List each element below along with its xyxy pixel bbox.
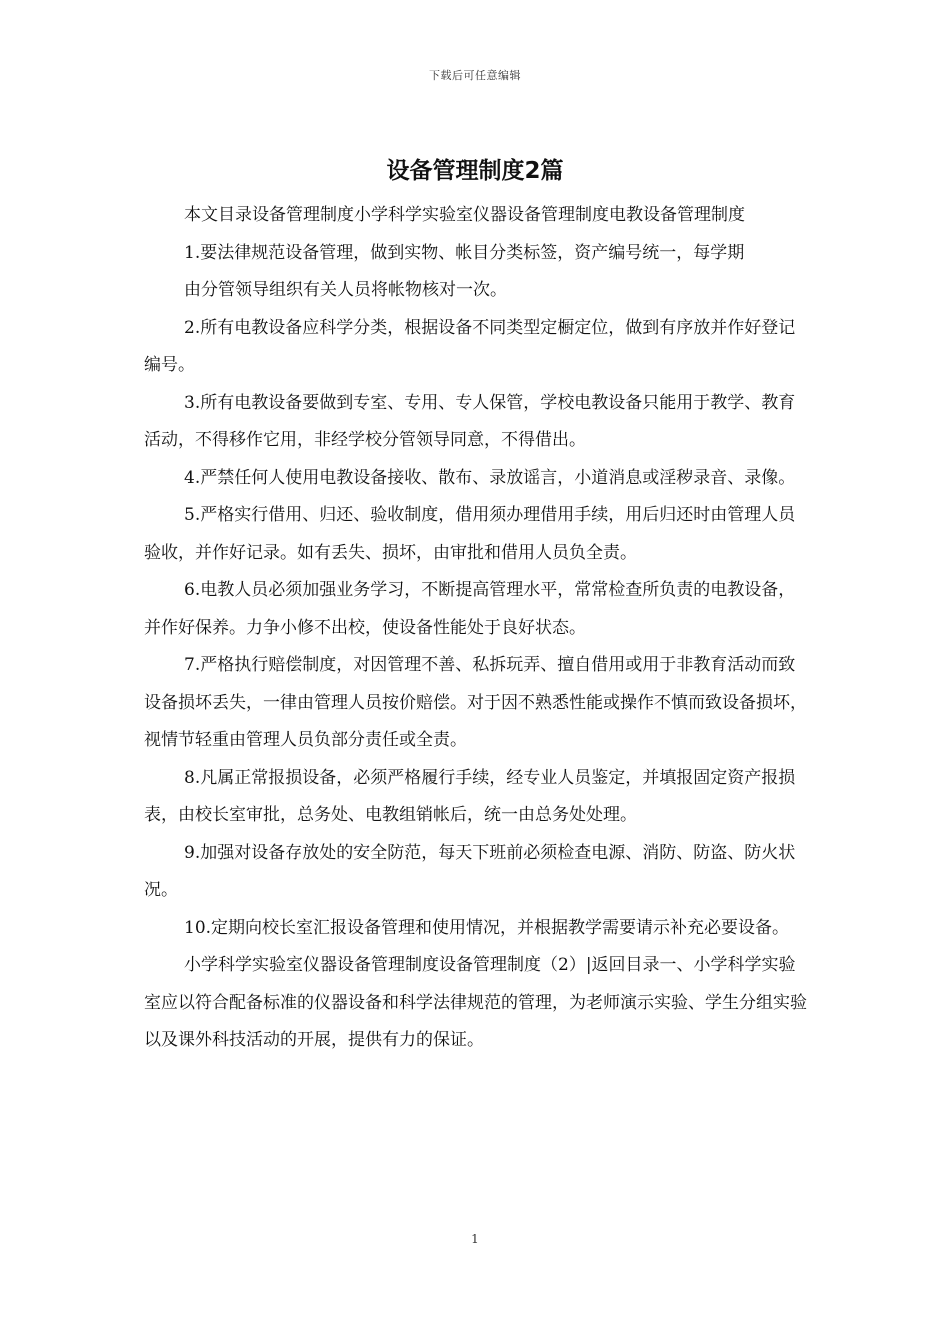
paragraph-rule-3: 3.所有电教设备要做到专室、专用、专人保管，学校电教设备只能用于教学、教育活动，不得移作它用，非经学校分管领导同意，不得借出。	[144, 392, 796, 450]
document-title: 设备管理制度2篇	[386, 158, 564, 184]
paragraph-rule-1-continued: 由分管领导组织有关人员将帐物核对一次。	[184, 280, 507, 300]
paragraph-rule-4: 4.严禁任何人使用电教设备接收、散布、录放谣言，小道消息或淫秽录音、录像。	[184, 467, 796, 488]
page-header-note: 下载后可任意编辑	[429, 69, 521, 82]
paragraph-rule-1: 1.要法律规范设备管理，做到实物、帐目分类标签，资产编号统一，每学期	[184, 242, 745, 263]
paragraph-rule-7: 7.严格执行赔偿制度，对因管理不善、私拆玩弄、擅自借用或用于非教育活动而致设备损坏丢失，一律由管理人员按价赔偿。对于因不熟悉性能或操作不慎而致设备损坏，视情节轻重由管理人员负部分责任或全责。	[144, 655, 807, 750]
paragraph-toc: 本文目录设备管理制度小学科学实验室仪器设备管理制度电教设备管理制度	[184, 205, 745, 225]
paragraph-rule-2: 2.所有电教设备应科学分类，根据设备不同类型定橱定位，做到有序放并作好登记编号。	[144, 317, 796, 375]
paragraph-section-2: 小学科学实验室仪器设备管理制度设备管理制度（2）|返回目录一、小学科学实验室应以符合配备标准的仪器设备和科学法律规范的管理，为老师演示实验、学生分组实验以及课外科技活动的开展，提供有力的保证。	[144, 955, 807, 1050]
paragraph-rule-10: 10.定期向校长室汇报设备管理和使用情况，并根据教学需要请示补充必要设备。	[184, 917, 790, 938]
page-number: 1	[471, 1232, 479, 1246]
paragraph-rule-6: 6.电教人员必须加强业务学习，不断提高管理水平，常常检查所负责的电教设备，并作好保养。力争小修不出校，使设备性能处于良好状态。	[144, 580, 796, 638]
paragraph-rule-9: 9.加强对设备存放处的安全防范，每天下班前必须检查电源、消防、防盗、防火状况。	[144, 842, 796, 900]
document-body	[144, 197, 812, 1060]
paragraph-rule-8: 8.凡属正常报损设备，必须严格履行手续，经专业人员鉴定，并填报固定资产报损表，由校长室审批，总务处、电教组销帐后，统一由总务处处理。	[144, 767, 796, 825]
paragraph-rule-5: 5.严格实行借用、归还、验收制度，借用须办理借用手续，用后归还时由管理人员验收，并作好记录。如有丢失、损坏，由审批和借用人员负全责。	[144, 505, 796, 563]
